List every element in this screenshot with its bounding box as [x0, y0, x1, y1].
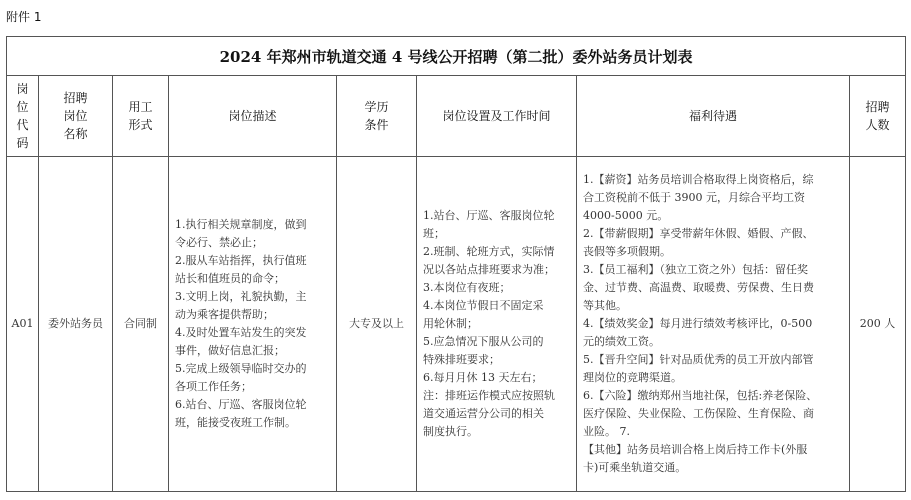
description-line: 6.站台、厅巡、客服岗位轮 班，能接受夜班工作制。 [175, 398, 307, 429]
schedule-line: 1.站台、厅巡、客服岗位轮 班； [423, 209, 555, 240]
table-row [7, 157, 906, 492]
header-description: 岗位描述 [169, 76, 337, 157]
welfare-line: 【其他】站务员培训合格上岗后持工作卡(外服 卡)可乘坐轨道交通。 [583, 443, 808, 474]
welfare-line: 1.【薪资】站务员培训合格取得上岗资格后，综 合工资税前不低于 3900 元，月综合平均工资 4000-5000 元。 [583, 173, 814, 222]
description-line: 3.文明上岗，礼貌执勤，主 动为乘客提供帮助； [175, 290, 307, 321]
header-count: 招聘 人数 [850, 76, 906, 157]
header-code: 岗 位 代 码 [7, 76, 39, 157]
cell-count: 200 人 [850, 157, 906, 492]
schedule-line: 注：排班运作模式应按照轨 道交通运营分公司的相关 制度执行。 [423, 389, 555, 438]
cell-post-name: 委外站务员 [39, 157, 113, 492]
description-line: 2.服从车站指挥，执行值班 站长和值班员的命令； [175, 254, 307, 285]
header-education: 学历 条件 [337, 76, 417, 157]
schedule-line: 2.班制、轮班方式，实际情 况以各站点排班要求为准； [423, 245, 555, 276]
cell-education: 大专及以上 [337, 157, 417, 492]
header-welfare: 福利待遇 [577, 76, 850, 157]
schedule-line: 6.每月月休 13 天左右； [423, 371, 543, 384]
table-title: 2024 年郑州市轨道交通 4 号线公开招聘（第二批）委外站务员计划表 [7, 37, 906, 76]
welfare-line: 3.【员工福利】（独立工资之外）包括：留任奖 金、过节费、高温费、取暖费、劳保费、生日费 等其他。 [583, 263, 814, 312]
welfare-line: 2.【带薪假期】享受带薪年休假、婚假、产假、 丧假等多项假期。 [583, 227, 814, 258]
cell-welfare [577, 157, 850, 492]
welfare-line: 5.【晋升空间】针对品质优秀的员工开放内部管 理岗位的竞聘渠道。 [583, 353, 814, 384]
welfare-line: 6.【六险】缴纳郑州当地社保，包括:养老保险、 医疗保险、失业保险、工伤保险、生育保险、商 业险。 7. [583, 389, 818, 438]
description-line: 5.完成上级领导临时交办的 各项工作任务； [175, 362, 307, 393]
cell-employment: 合同制 [113, 157, 169, 492]
header-post-name: 招聘 岗位 名称 [39, 76, 113, 157]
cell-schedule [417, 157, 577, 492]
schedule-line: 3.本岗位有夜班； [423, 281, 511, 294]
recruitment-plan-table [6, 36, 906, 492]
schedule-line: 5.应急情况下服从公司的 特殊排班要求； [423, 335, 544, 366]
header-schedule: 岗位设置及工作时间 [417, 76, 577, 157]
schedule-line: 4.本岗位节假日不固定采 用轮休制； [423, 299, 544, 330]
welfare-line: 4.【绩效奖金】每月进行绩效考核评比，0-500 元的绩效工资。 [583, 317, 813, 348]
header-employment: 用工 形式 [113, 76, 169, 157]
attachment-label: 附件 1 [6, 10, 42, 24]
cell-description [169, 157, 337, 492]
cell-code: A01 [7, 157, 39, 492]
description-line: 1.执行相关规章制度，做到 令必行、禁必止； [175, 218, 307, 249]
description-line: 4.及时处置车站发生的突发 事件，做好信息汇报； [175, 326, 307, 357]
